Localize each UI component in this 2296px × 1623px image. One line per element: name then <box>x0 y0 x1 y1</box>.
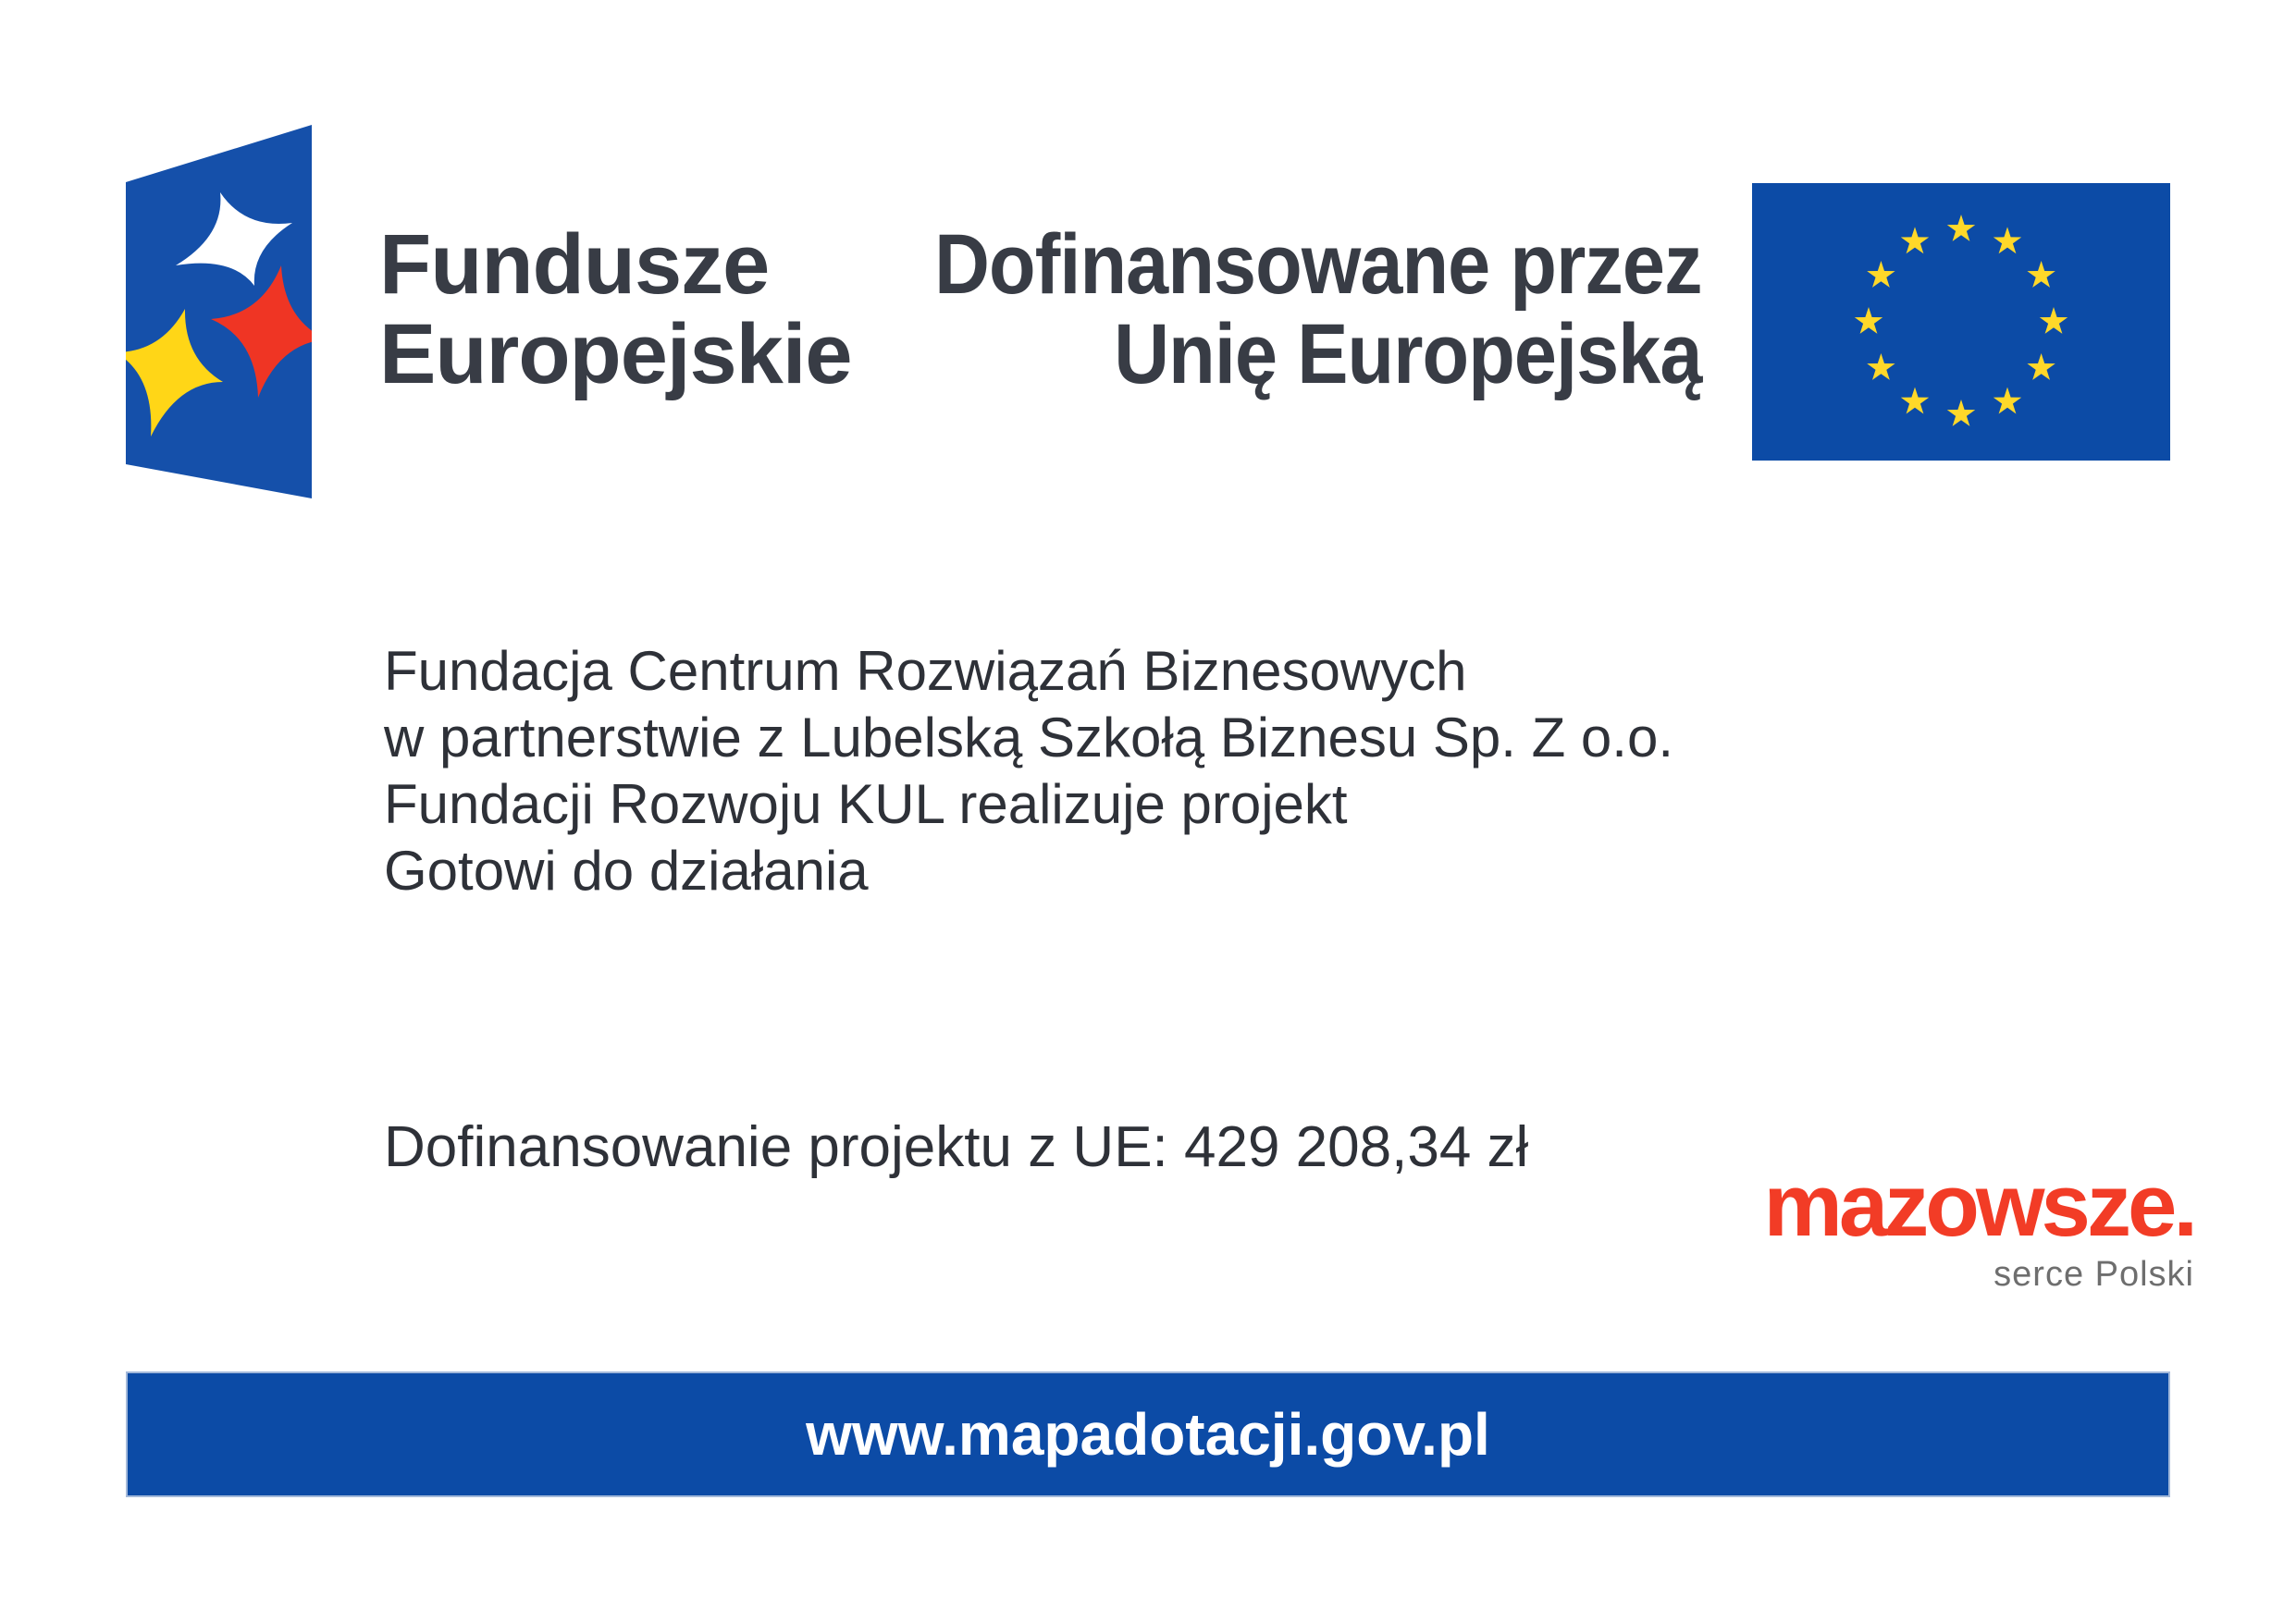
eu-funds-wordmark-line2: Europejskie <box>379 307 852 401</box>
eu-funds-wordmark-line1: Fundusze <box>379 217 770 312</box>
eu-funds-wordmark <box>379 217 852 401</box>
eu-funds-flag-icon <box>126 125 312 498</box>
cofinanced-line1: Dofinansowane przez <box>934 217 1702 312</box>
mazowsze-wordmark: mazowsze. <box>1763 1156 2194 1255</box>
cofinanced-line2: Unię Europejską <box>1114 307 1702 401</box>
eu-flag-icon <box>1752 183 2170 461</box>
cofinanced-by-eu-label <box>934 217 1702 401</box>
project-description-line: Fundacji Rozwoju KUL realizuje projekt <box>384 773 1348 835</box>
footer-bar <box>126 1371 2170 1497</box>
project-description <box>384 638 1673 904</box>
project-description-line: w partnerstwie z Lubelską Szkołą Biznesu Sp. Z o.o. <box>384 707 1674 768</box>
mazowsze-logo <box>1763 1156 2194 1294</box>
footer-url: www.mapadotacji.gov.pl <box>806 1401 1490 1468</box>
project-description-line: Fundacja Centrum Rozwiązań Biznesowych <box>384 640 1467 702</box>
funding-amount-line: Dofinansowanie projektu z UE: 429 208,34 zł <box>384 1115 1529 1179</box>
project-description-line: Gotowi do działania <box>384 840 869 902</box>
mazowsze-subtitle: serce Polski <box>1994 1255 2194 1294</box>
